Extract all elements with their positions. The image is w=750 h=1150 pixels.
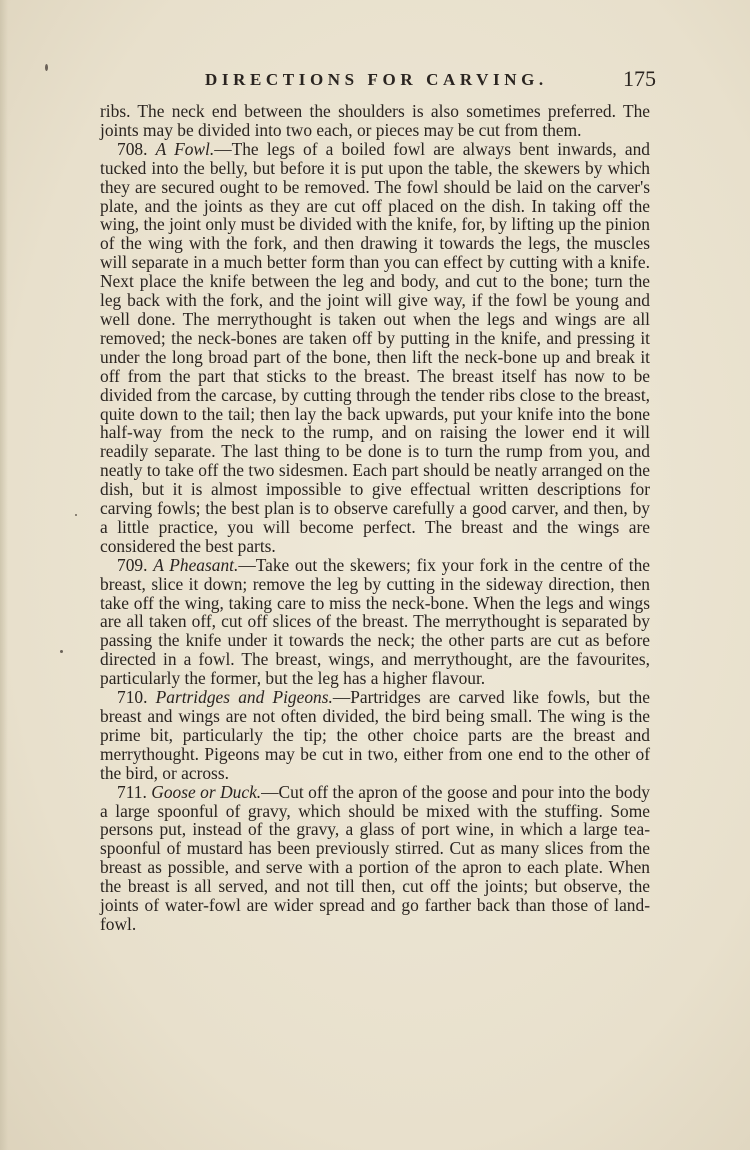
paragraph-number: 710. <box>117 687 148 708</box>
paragraph-text: ribs. The neck end between the shoulders is also sometimes preferred. The joints may be divided into two each, or pieces may be cut from them. <box>100 101 650 140</box>
paragraph-number: 709. <box>117 554 148 575</box>
ink-speck <box>45 64 48 71</box>
paragraph-number: 708. <box>117 138 148 159</box>
paragraph-710 <box>100 688 650 783</box>
body-text <box>100 102 650 934</box>
paragraph-title: Goose or Duck. <box>151 781 262 802</box>
paragraph-text: —The legs of a boiled fowl are always bent inwards, and tucked into the belly, but before it is put upon the table, the skewers by which they are secured ought to be removed. The fowl should be laid on the carver's plate, and the joints as they are cut off placed on the dish. In taking off the wing, the joint only must be divided with the knife, for, by lifting up the pinion of the wing with the fork, and then drawing it towards the legs, the muscles will separate in a much better form than you can effect by cutting with a knife. Next place the knife between the leg and body, and cut to the bone; turn the leg back with the fork, and the joint will give way, if the fowl be young and well done. The merrythought is taken out when the legs and wings are all removed; the neck-bones are taken off by putting in the knife, and pressing it under the long broad part of the bone, then lift the neck-bone up and break it off from the part that sticks to the breast. The breast itself has now to be divided from the carcase, by cutting through the tender ribs close to the breast, quite down to the tail; then lay the back upwards, put your knife into the bone half-way from the neck to the rump, and on raising the lower end it will readily separate. The last thing to be done is to turn the rump from you, and neatly to take off the two sidesmen. Each part should be neatly arranged on the dish, but it is almost impossible to give effectual written descriptions for carving fowls; the best plan is to observe carefully a good carver, and then, by a little practice, you will become perfect. The breast and the wings are considered the best parts. <box>100 138 650 556</box>
ink-speck <box>75 514 77 516</box>
page-edge-shadow <box>0 0 8 1150</box>
paragraph-708 <box>100 140 650 556</box>
paragraph-number: 711. <box>117 781 147 802</box>
paragraph-title: Partridges and Pigeons. <box>155 687 333 708</box>
paragraph-title: A Fowl. <box>155 138 215 159</box>
paragraph-continued <box>100 102 650 140</box>
page-header <box>100 66 656 96</box>
paragraph-text: —Cut off the apron of the goose and pour into the body a large spoonful of gravy, which should be mixed with the stuffing. Some persons put, instead of the gravy, a glass of port wine, in which a large tea-spoonful of mustard has been previously stirred. Cut as many slices from the breast as possible, and serve with a portion of the apron to each plate. When the breast is all served, and not till then, cut off the joints; but observe, the joints of water-fowl are wider spread and go farther back than those of land-fowl. <box>100 781 650 934</box>
page-number: 175 <box>623 66 656 91</box>
paragraph-text: —Partridges are carved like fowls, but the breast and wings are not often divided, the bird being small. The wing is the prime bit, particularly the tip; the other choice parts are the breast and merrythought. Pigeons may be cut in two, either from one end to the other of the bird, or across. <box>100 687 650 783</box>
paragraph-text: —Take out the skewers; fix your fork in the centre of the breast, slice it down; remove the leg by cutting in the sideway direction, then take off the wing, taking care to miss the neck-bone. When the legs and wings are all taken off, cut off slices of the breast. The merrythought is separated by passing the knife under it towards the neck; the other parts are cut as before directed in a fowl. The breast, wings, and merrythought, are the favourites, particularly the former, but the leg has a higher flavour. <box>100 554 650 689</box>
running-head: DIRECTIONS FOR CARVING. <box>205 70 548 89</box>
paragraph-711 <box>100 783 650 934</box>
ink-speck <box>60 650 63 653</box>
paragraph-title: A Pheasant. <box>153 554 239 575</box>
paragraph-709 <box>100 556 650 688</box>
